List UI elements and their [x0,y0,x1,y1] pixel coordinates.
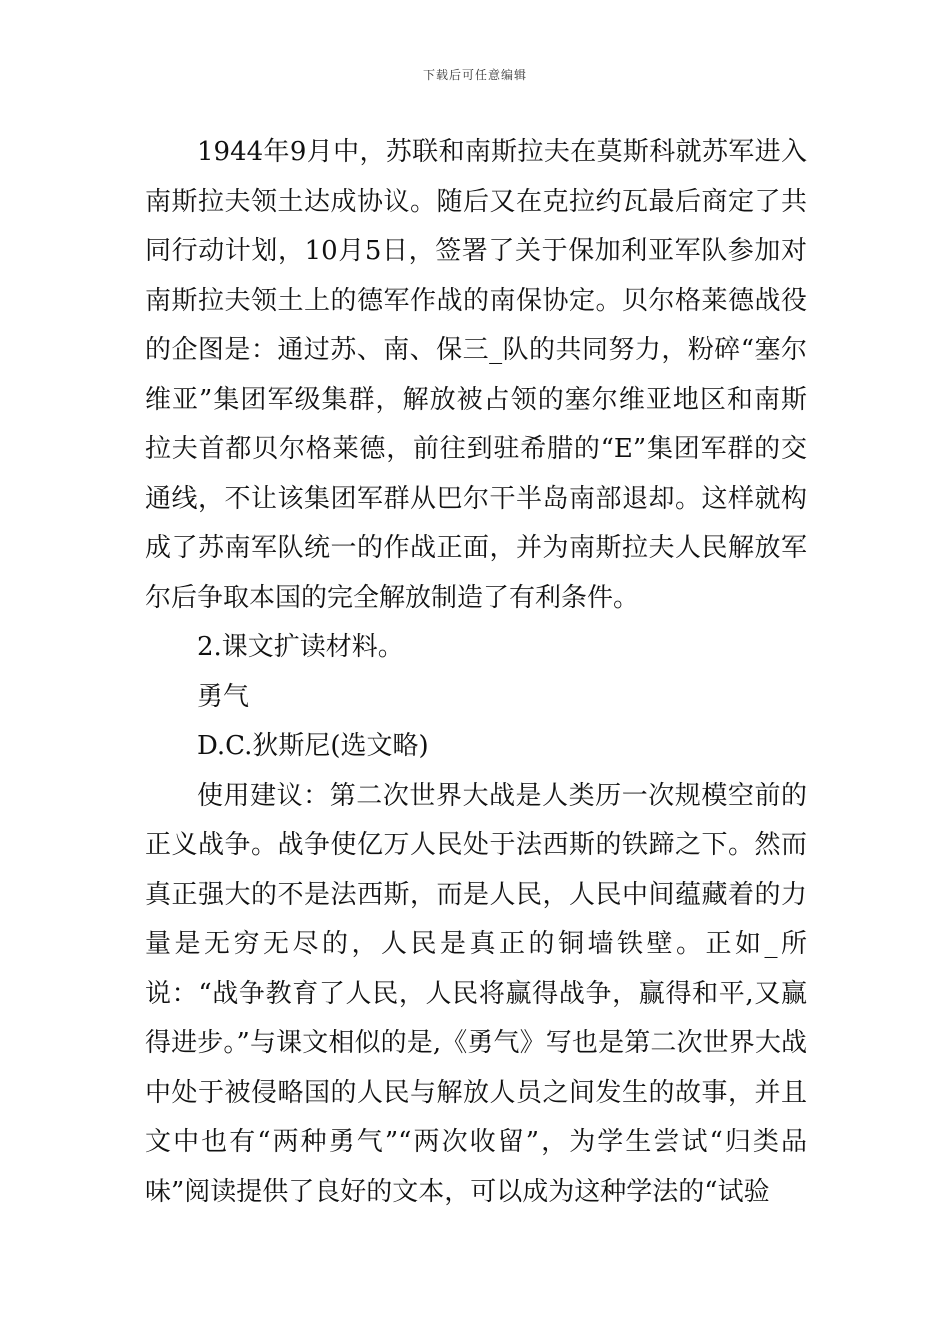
reading-author: D.C.狄斯尼(选文略) [197,731,429,761]
section-heading-extended-reading: 2.课文扩读材料。 [197,632,404,662]
header-note: 下载后可任意编辑 [422,68,527,82]
paragraph-usage-suggestion: 使用建议：第二次世界大战是人类历一次规模空前的正义战争。战争使亿万人民处于法西斯的铁蹄之下。然而真正强大的不是法西斯，而是人民，人民中间蕴藏着的力量是无穷无尽的，人民是真正的铜墙铁壁。正如_所说：“战争教育了人民，人民将赢得战争，赢得和平,又赢得进步。”与课文相似的是,《勇气》写也是第二次世界大战中处于被侵略国的人民与解放人员之间发生的故事，并且文中也有“两种勇气”“两次收留”，为学生尝试“归类品味”阅读提供了良好的文本，可以成为这种学法的“试验 [145,780,807,1207]
document-body [145,128,807,1217]
reading-title: 勇气 [197,681,250,712]
paragraph-belgrade-operation: 1944年9月中，苏联和南斯拉夫在莫斯科就苏军进入南斯拉夫领土达成协议。随后又在克拉约瓦最后商定了共同行动计划，10月5日，签署了关于保加利亚军队参加对南斯拉夫领土上的德军作战的南保协定。贝尔格莱德战役的企图是：通过苏、南、保三_队的共同努力，粉碎“塞尔维亚”集团军级集群，解放被占领的塞尔维亚地区和南斯拉夫首都贝尔格莱德，前往到驻希腊的“E”集团军群的交通线，不让该集团军群从巴尔干半岛南部退却。这样就构成了苏南军队统一的作战正面，并为南斯拉夫人民解放军尔后争取本国的完全解放制造了有利条件。 [145,137,807,613]
